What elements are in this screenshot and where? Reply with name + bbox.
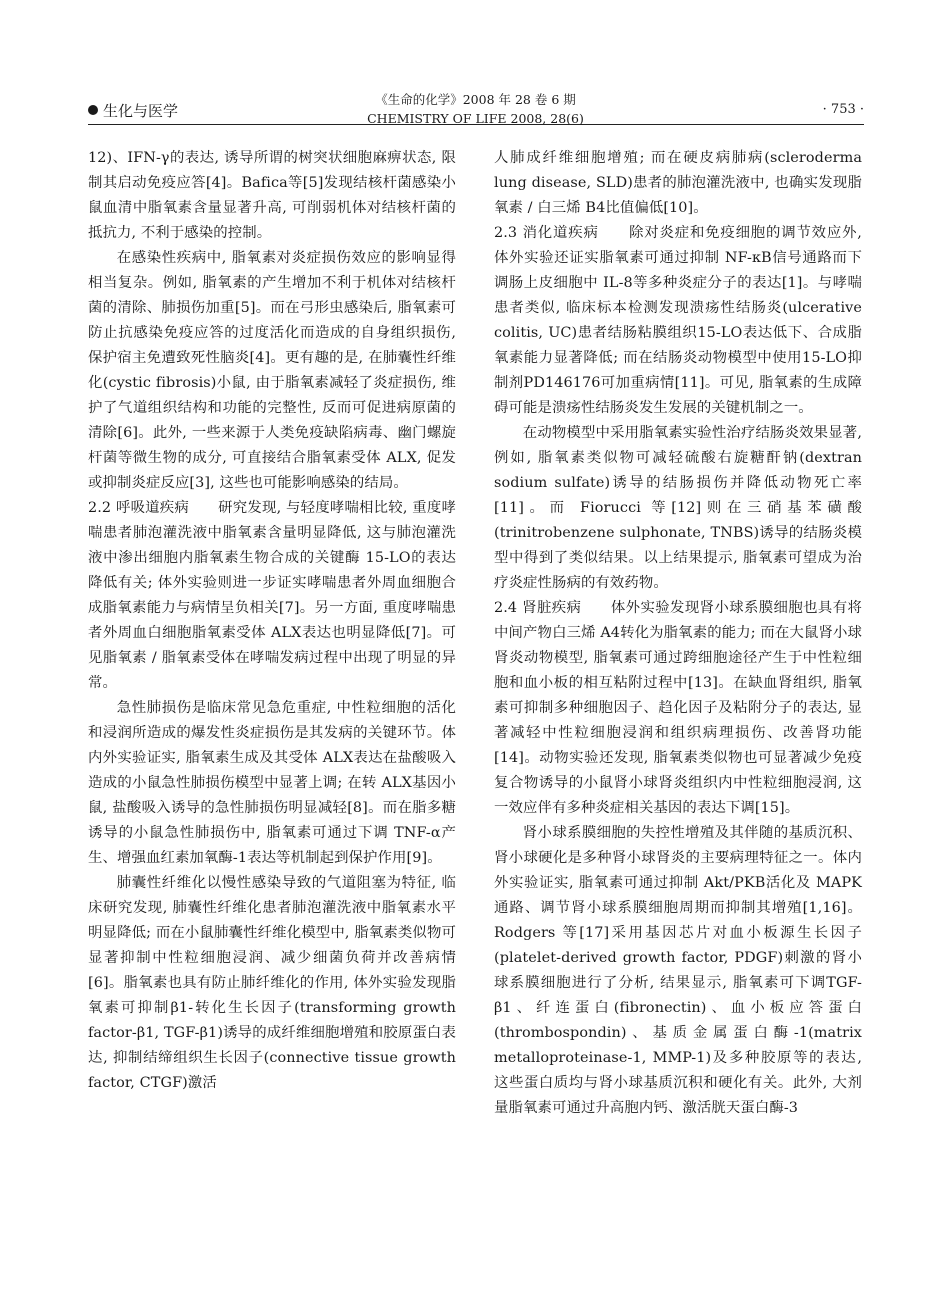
left-column (88, 146, 456, 1096)
bullet-icon (88, 105, 98, 115)
body-paragraph: 肾小球系膜细胞的失控性增殖及其伴随的基质沉积、肾小球硬化是多种肾小球肾炎的主要病理特征之一。体内外实验证实, 脂氧素可通过抑制 Akt/PKB活化及 MAPK通路、调节肾小球系膜细胞周期而抑制其增殖[1,16]。Rodgers 等[17]采用基因芯片对血小板源生长因子(platelet-derived growth factor, PDGF)刺激的肾小球系膜细胞进行了分析, 结果显示, 脂氧素可下调TGF-β1、纤连蛋白(fibronectin)、血小板应答蛋白(thrombospondin)、基质金属蛋白酶-1(matrix metalloproteinase-1, MMP-1)及多种胶原等的表达, 这些蛋白质均与肾小球基质沉积和硬化有关。此外, 大剂量脂氧素可通过升高胞内钙、激活胱天蛋白酶-3 (494, 825, 862, 1116)
page-header (88, 86, 864, 132)
journal-title-en: CHEMISTRY OF LIFE 2008, 28(6) (367, 111, 584, 126)
body-paragraph: 12)、IFN-γ的表达, 诱导所谓的树突状细胞麻痹状态, 限制其启动免疫应答[4]。Bafica等[5]发现结核杆菌感染小鼠血清中脂氧素含量显著升高, 可削弱机体对结核杆菌的抵抗力, 不利于感染的控制。 (88, 150, 456, 241)
body-paragraph: 肺囊性纤维化以慢性感染导致的气道阻塞为特征, 临床研究发现, 肺囊性纤维化患者肺泡灌洗液中脂氧素水平明显降低; 而在小鼠肺囊性纤维化模型中, 脂氧素类似物可显著抑制中性粒细胞浸润、减少细菌负荷并改善病情[6]。脂氧素也具有防止肺纤维化的作用, 体外实验发现脂氧素可抑制β1-转化生长因子(transforming growth factor-β1, TGF-β1)诱导的成纤维细胞增殖和胶原蛋白表达, 抑制结缔组织生长因子(connective tissue growth factor, CTGF)激活 (88, 875, 456, 1091)
body-paragraph: 在动物模型中采用脂氧素实验性治疗结肠炎效果显著, 例如, 脂氧素类似物可减轻硫酸右旋糖酐钠(dextran sodium sulfate)诱导的结肠损伤并降低动物死亡率[11]。而 Fiorucci 等[12]则在三硝基苯磺酸(trinitrobenzene sulphonate, TNBS)诱导的结肠炎模型中得到了类似结果。以上结果提示, 脂氧素可望成为治疗炎症性肠病的有效药物。 (494, 425, 862, 591)
body-paragraph: 急性肺损伤是临床常见急危重症, 中性粒细胞的活化和浸润所造成的爆发性炎症损伤是其发病的关键环节。体内外实验证实, 脂氧素生成及其受体 ALX表达在盐酸吸入造成的小鼠急性肺损伤模型中显著上调; 在转 ALX基因小鼠, 盐酸吸入诱导的急性肺损伤明显减轻[8]。而在脂多糖诱导的小鼠急性肺损伤中, 脂氧素可通过下调 TNF-α产生、增强血红素加氧酶-1表达等机制起到保护作用[9]。 (88, 700, 456, 866)
page-number: · 753 · (822, 102, 864, 117)
journal-title-cn: 《生命的化学》2008 年 28 卷 6 期 (375, 92, 576, 107)
section-paragraph: 2.2 呼吸道疾病 研究发现, 与轻度哮喘相比较, 重度哮喘患者肺泡灌洗液中脂氧素含量明显降低, 这与肺泡灌洗液中渗出细胞内脂氧素生物合成的关键酶 15-LO的表达降低有关; 体外实验则进一步证实哮喘患者外周血细胞合成脂氧素能力与病情呈负相关[7]。另一方面, 重度哮喘患者外周血白细胞脂氧素受体 ALX表达也明显降低[7]。可见脂氧素 / 脂氧素受体在哮喘发病过程中出现了明显的异常。 (88, 500, 456, 691)
body-paragraph: 人肺成纤维细胞增殖; 而在硬皮病肺病(scleroderma lung disease, SLD)患者的肺泡灌洗液中, 也确实发现脂氧素 / 白三烯 B4比值偏低[10]。 (494, 150, 862, 216)
section-label: 生化与医学 (88, 100, 178, 121)
right-column (494, 146, 862, 1121)
body-paragraph: 在感染性疾病中, 脂氧素对炎症损伤效应的影响显得相当复杂。例如, 脂氧素的产生增加不利于机体对结核杆菌的清除、肺损伤加重[5]。而在弓形虫感染后, 脂氧素可防止抗感染免疫应答的过度活化而造成的自身组织损伤, 保护宿主免遭致死性脑炎[4]。更有趣的是, 在肺囊性纤维化(cystic fibrosis)小鼠, 由于脂氧素减轻了炎症损伤, 维护了气道组织结构和功能的完整性, 反而可促进病原菌的清除[6]。此外, 一些来源于人类免疫缺陷病毒、幽门螺旋杆菌等微生物的成分, 可直接结合脂氧素受体 ALX, 促发或抑制炎症反应[3], 这些也可能影响感染的结局。 (88, 250, 456, 491)
header-rule (88, 124, 864, 125)
section-paragraph: 2.3 消化道疾病 除对炎症和免疫细胞的调节效应外, 体外实验还证实脂氧素可通过抑制 NF-κB信号通路而下调肠上皮细胞中 IL-8等多种炎症分子的表达[1]。与哮喘患者类似, 临床标本检测发现溃疡性结肠炎(ulcerative colitis, UC)患者结肠粘膜组织15-LO表达低下、合成脂氧素能力显著降低; 而在结肠炎动物模型中使用15-LO抑制剂PD146176可加重病情[11]。可见, 脂氧素的生成障碍可能是溃疡性结肠炎发生发展的关键机制之一。 (494, 225, 862, 416)
journal-info (353, 90, 598, 128)
section-paragraph: 2.4 肾脏疾病 体外实验发现肾小球系膜细胞也具有将中间产物白三烯 A4转化为脂氧素的能力; 而在大鼠肾小球肾炎动物模型, 脂氧素可通过跨细胞途径产生于中性粒细胞和血小板的相互粘附过程中[13]。在缺血肾组织, 脂氧素可抑制多种细胞因子、趋化因子及粘附分子的表达, 显著减轻中性粒细胞浸润和组织病理损伤、改善肾功能[14]。动物实验还发现, 脂氧素类似物也可显著减少免疫复合物诱导的小鼠肾小球肾炎组织内中性粒细胞浸润, 这一效应伴有多种炎症相关基因的表达下调[15]。 (494, 600, 862, 816)
